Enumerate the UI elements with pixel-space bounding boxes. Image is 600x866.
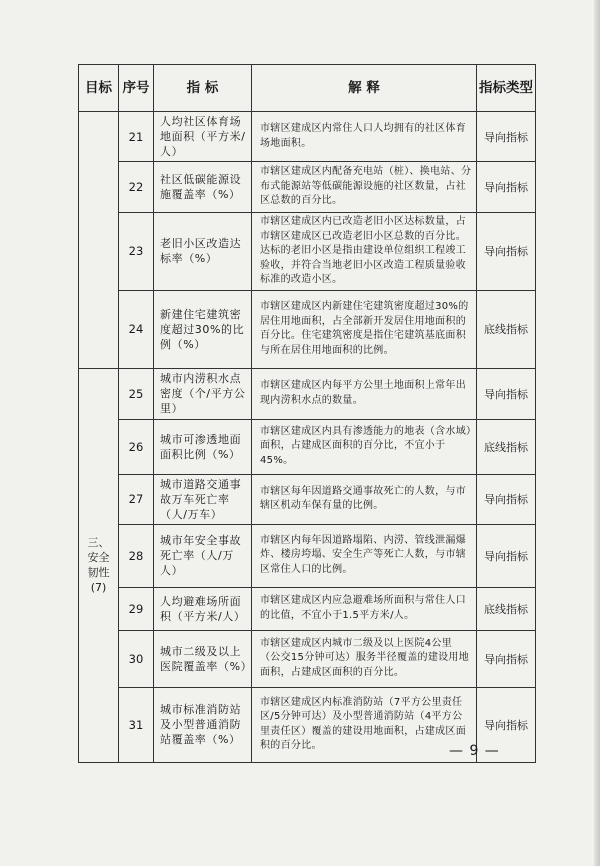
header-indicator: 指 标 (154, 65, 252, 112)
explanation-cell: 市辖区建成区内应急避难场所面积与常住人口的比值，不宜小于1.5平方米/人。 (252, 587, 477, 630)
table-row (79, 162, 536, 213)
table-row (79, 474, 536, 524)
table-row (79, 524, 536, 587)
type-cell: 导向指标 (477, 630, 536, 687)
explanation-cell: 市辖区建成区内配备充电站（桩）、换电站、分布式能源站等低碳能源设施的社区数量，占社区总数的百分比。 (252, 162, 477, 213)
seq-cell: 21 (119, 112, 154, 162)
scan-edge-shadow (594, 0, 600, 866)
seq-cell: 22 (119, 162, 154, 213)
type-cell: 导向指标 (477, 524, 536, 587)
explanation-cell: 市辖区建成区内标准消防站（7平方公里责任区/5分钟可达）及小型普通消防站（4平方公里责任区）覆盖的建设用地面积，占建成区面积的百分比。 (252, 687, 477, 762)
seq-cell: 25 (119, 368, 154, 419)
explanation-cell: 市辖区内每年因道路塌陷、内涝、管线泄漏爆炸、楼房垮塌、安全生产等死亡人数，与市辖区常住人口的比例。 (252, 524, 477, 587)
seq-cell: 29 (119, 587, 154, 630)
header-explanation: 解 释 (252, 65, 477, 112)
table-row (79, 112, 536, 162)
seq-cell: 31 (119, 687, 154, 762)
seq-cell: 24 (119, 290, 154, 368)
page-number: — 9 — (449, 743, 500, 759)
indicator-cell: 新建住宅建筑密度超过30%的比例（%） (154, 290, 252, 368)
goal-label-line: 三、 (87, 536, 110, 549)
indicator-cell: 城市二级及以上医院覆盖率（%） (154, 630, 252, 687)
explanation-cell: 市辖区建成区内新建住宅建筑密度超过30%的居住用地面积，占全部新开发居住用地面积的百分比。住宅建筑密度是指住宅建筑基底面积与所在居住用地面积的比例。 (252, 290, 477, 368)
table-row (79, 587, 536, 630)
indicator-table (78, 64, 536, 763)
explanation-cell: 市辖区建成区内常住人口人均拥有的社区体育场地面积。 (252, 112, 477, 162)
indicator-cell: 城市内涝积水点密度（个/平方公里） (154, 368, 252, 419)
indicator-cell: 社区低碳能源设施覆盖率（%） (154, 162, 252, 213)
goal-label-count: (7) (90, 581, 107, 594)
goal-label-line: 韧性 (87, 566, 110, 579)
indicator-cell: 城市可渗透地面面积比例（%） (154, 419, 252, 474)
header-seq: 序号 (119, 65, 154, 112)
seq-cell: 26 (119, 419, 154, 474)
type-cell: 底线指标 (477, 587, 536, 630)
table-header-row (79, 65, 536, 112)
goal-cell-empty (79, 112, 119, 369)
type-cell: 导向指标 (477, 687, 536, 762)
table-row (79, 368, 536, 419)
table-row (79, 213, 536, 291)
explanation-cell: 市辖区建成区内城市二级及以上医院4公里（公交15分钟可达）服务半径覆盖的建设用地面积，占建成区面积的百分比。 (252, 630, 477, 687)
header-goal: 目标 (79, 65, 119, 112)
table-row (79, 630, 536, 687)
indicator-cell: 城市道路交通事故万车死亡率（人/万车） (154, 474, 252, 524)
type-cell: 导向指标 (477, 162, 536, 213)
seq-cell: 28 (119, 524, 154, 587)
seq-cell: 30 (119, 630, 154, 687)
explanation-cell: 市辖区建成区内每平方公里土地面积上常年出现内涝积水点的数量。 (252, 368, 477, 419)
indicator-cell: 人均避难场所面积（平方米/人） (154, 587, 252, 630)
header-type: 指标类型 (477, 65, 536, 112)
type-cell: 底线指标 (477, 419, 536, 474)
explanation-cell: 市辖区每年因道路交通事故死亡的人数，与市辖区机动车保有量的比例。 (252, 474, 477, 524)
seq-cell: 27 (119, 474, 154, 524)
goal-cell-safety-resilience (79, 368, 119, 762)
type-cell: 导向指标 (477, 213, 536, 291)
goal-label-line: 安全 (87, 551, 110, 564)
indicator-cell: 人均社区体育场地面积（平方米/人） (154, 112, 252, 162)
seq-cell: 23 (119, 213, 154, 291)
type-cell: 导向指标 (477, 112, 536, 162)
type-cell: 导向指标 (477, 474, 536, 524)
table-row (79, 419, 536, 474)
explanation-cell: 市辖区建成区内已改造老旧小区达标数量，占市辖区建成区已改造老旧小区总数的百分比。达标的老旧小区是指由建设单位组织工程竣工验收，并符合当地老旧小区改造工程质量验收标准的改造小区。 (252, 213, 477, 291)
table-row (79, 290, 536, 368)
type-cell: 底线指标 (477, 290, 536, 368)
type-cell: 导向指标 (477, 368, 536, 419)
explanation-cell: 市辖区建成区内具有渗透能力的地表（含水域）面积，占建成区面积的百分比，不宜小于45%。 (252, 419, 477, 474)
indicator-cell: 城市标准消防站及小型普通消防站覆盖率（%） (154, 687, 252, 762)
indicator-cell: 城市年安全事故死亡率（人/万人） (154, 524, 252, 587)
indicator-cell: 老旧小区改造达标率（%） (154, 213, 252, 291)
